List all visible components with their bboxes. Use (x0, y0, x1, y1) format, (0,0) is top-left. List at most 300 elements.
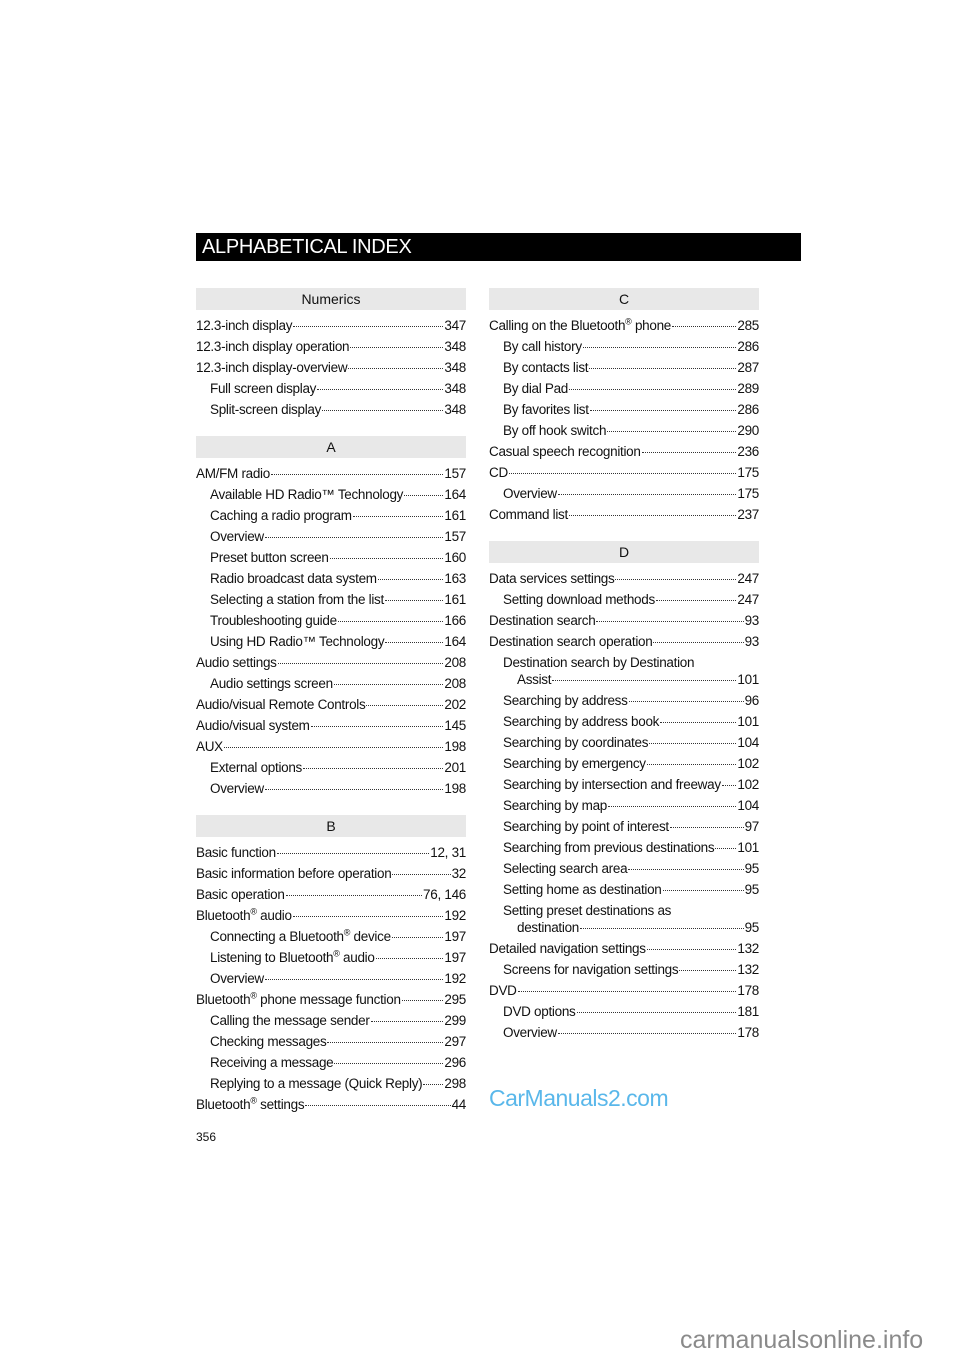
entry-row (489, 568, 759, 589)
index-entry[interactable] (489, 631, 759, 652)
page-reference[interactable]: 198 (444, 781, 466, 796)
entry-row (489, 753, 759, 774)
page-reference[interactable]: 236 (737, 444, 759, 459)
entry-row (489, 357, 759, 378)
entry-text (210, 1073, 422, 1094)
entry-row (489, 610, 759, 631)
index-entry[interactable] (196, 399, 466, 420)
entry-row (489, 504, 759, 525)
dot-leader (392, 874, 450, 875)
entry-text (489, 631, 652, 652)
dot-leader (608, 806, 736, 807)
page-reference[interactable]: 287 (737, 360, 759, 375)
dot-leader (404, 495, 443, 496)
entry-label: Audio settings screen (210, 676, 333, 691)
entry-text (489, 938, 646, 959)
entry-row (489, 711, 759, 732)
dot-leader (385, 642, 443, 643)
page-reference[interactable]: 132 (737, 962, 759, 977)
dot-leader (552, 680, 736, 681)
index-entry[interactable] (489, 652, 759, 690)
entry-row (489, 1022, 759, 1043)
page-reference[interactable]: 175 (737, 465, 759, 480)
entry-row (196, 673, 466, 694)
index-entry[interactable] (489, 900, 759, 938)
dot-leader (722, 785, 737, 786)
page-reference[interactable]: 157 (444, 466, 466, 481)
page-reference[interactable]: 192 (444, 908, 466, 923)
entry-row (489, 858, 759, 879)
dot-leader (663, 890, 744, 891)
page-reference[interactable]: 286 (737, 402, 759, 417)
index-entry[interactable] (489, 399, 759, 420)
page-reference[interactable]: 104 (737, 735, 759, 750)
dot-leader (353, 516, 444, 517)
page-reference[interactable]: 161 (444, 592, 466, 607)
section-heading: A (196, 436, 466, 458)
page-reference[interactable]: 95 (744, 882, 759, 897)
index-entry[interactable] (489, 315, 759, 336)
page-reference[interactable]: 197 (444, 950, 466, 965)
entry-row (196, 357, 466, 378)
entry-row (196, 463, 466, 484)
dot-leader (596, 621, 743, 622)
entry-label: Searching by map (503, 798, 608, 813)
entry-text (489, 315, 671, 336)
entry-row (196, 315, 466, 336)
dot-leader (670, 827, 744, 828)
entry-row (196, 947, 466, 968)
entry-text (503, 879, 662, 900)
entry-label: 12.3-inch display operation (196, 339, 350, 354)
dot-leader (278, 663, 444, 664)
index-entry[interactable] (489, 959, 759, 980)
index-entry[interactable] (489, 357, 759, 378)
dot-leader (628, 869, 743, 870)
page-reference[interactable]: 237 (737, 507, 759, 522)
entry-label-suffix: audio (339, 950, 375, 965)
dot-leader (334, 684, 444, 685)
entry-row (196, 568, 466, 589)
page-reference[interactable]: 104 (737, 798, 759, 813)
entry-text (210, 505, 352, 526)
page-reference[interactable]: 132 (737, 941, 759, 956)
dot-leader (509, 473, 736, 474)
entry-continuation: Assist (517, 672, 552, 687)
index-entry[interactable] (196, 715, 466, 736)
index-entry[interactable] (489, 1022, 759, 1043)
index-entry[interactable] (196, 357, 466, 378)
index-section (489, 288, 759, 525)
dot-leader (580, 928, 744, 929)
index-entry[interactable] (196, 631, 466, 652)
index-entry[interactable] (489, 858, 759, 879)
entry-row (196, 1052, 466, 1073)
index-entry[interactable] (489, 753, 759, 774)
entry-label: 12.3-inch display (196, 318, 293, 333)
entry-label: Destination search by Destination (503, 655, 695, 670)
page-reference[interactable]: 208 (444, 676, 466, 691)
section-heading: D (489, 541, 759, 563)
index-entry[interactable] (489, 568, 759, 589)
index-entry[interactable] (489, 732, 759, 753)
dot-leader (642, 452, 737, 453)
index-section (489, 541, 759, 1043)
page-reference[interactable]: 296 (444, 1055, 466, 1070)
entry-label: Bluetooth (196, 908, 251, 923)
index-entry[interactable] (196, 589, 466, 610)
entry-text (196, 715, 310, 736)
index-column-right (489, 288, 759, 1059)
entry-row (489, 336, 759, 357)
index-entry[interactable] (196, 610, 466, 631)
entry-text (503, 959, 678, 980)
entry-label: Basic information before operation (196, 866, 392, 881)
entry-label: Bluetooth (196, 992, 251, 1007)
index-entry[interactable] (196, 694, 466, 715)
entry-label: Detailed navigation settings (489, 941, 646, 956)
page-reference[interactable]: 97 (744, 819, 759, 834)
page-reference[interactable]: 102 (737, 756, 759, 771)
entry-row (196, 926, 466, 947)
entry-row (196, 1094, 466, 1115)
index-entry[interactable] (489, 483, 759, 504)
dot-leader (350, 347, 443, 348)
page-reference[interactable]: 208 (444, 655, 466, 670)
entry-label: External options (210, 760, 303, 775)
watermark-carmanualsonline: carmanualsonline.info (680, 1326, 924, 1354)
entry-text (503, 399, 589, 420)
entry-first-line (489, 654, 759, 671)
entry-row (489, 795, 759, 816)
index-entry[interactable] (489, 795, 759, 816)
entry-text (196, 463, 270, 484)
entry-label: Selecting search area (503, 861, 628, 876)
page-reference[interactable]: 101 (737, 672, 759, 687)
index-entry[interactable] (196, 1052, 466, 1073)
index-entry[interactable] (489, 816, 759, 837)
entry-text (210, 968, 264, 989)
page-reference[interactable]: 299 (444, 1013, 466, 1028)
dot-leader (615, 579, 736, 580)
dot-leader (589, 368, 736, 369)
index-entry[interactable] (489, 378, 759, 399)
index-entry[interactable] (196, 547, 466, 568)
entry-label: By dial Pad (503, 381, 568, 396)
entry-row (196, 715, 466, 736)
index-entry[interactable] (196, 568, 466, 589)
entry-text (210, 589, 384, 610)
page-reference[interactable]: 289 (737, 381, 759, 396)
page-reference[interactable]: 175 (737, 486, 759, 501)
entry-label-suffix: audio (256, 908, 292, 923)
entry-label: Basic function (196, 845, 276, 860)
index-entry[interactable] (489, 774, 759, 795)
entry-text (210, 610, 337, 631)
page-reference[interactable]: 348 (444, 360, 466, 375)
page-reference[interactable]: 95 (744, 920, 759, 935)
entry-label: CD (489, 465, 508, 480)
entry-text (503, 903, 671, 918)
entry-row (196, 736, 466, 757)
entry-row (196, 505, 466, 526)
entry-row (489, 631, 759, 652)
entry-row (196, 547, 466, 568)
entry-text (503, 732, 648, 753)
dot-leader (629, 701, 744, 702)
dot-leader (392, 937, 444, 938)
page-reference[interactable]: 286 (737, 339, 759, 354)
page-reference[interactable]: 285 (737, 318, 759, 333)
page-reference[interactable]: 95 (744, 861, 759, 876)
entry-text (503, 1001, 576, 1022)
entry-label: Searching by address book (503, 714, 660, 729)
entry-label: Searching by coordinates (503, 735, 649, 750)
index-entry[interactable] (489, 441, 759, 462)
index-entry[interactable] (196, 1031, 466, 1052)
entry-label: Setting home as destination (503, 882, 662, 897)
page-reference[interactable]: 181 (737, 1004, 759, 1019)
entry-row (489, 732, 759, 753)
index-entry[interactable] (489, 336, 759, 357)
index-entry[interactable] (489, 1001, 759, 1022)
entry-row (196, 1073, 466, 1094)
entry-continuation: destination (517, 920, 579, 935)
entry-label: Receiving a message (210, 1055, 334, 1070)
index-entry[interactable] (196, 989, 466, 1010)
entry-label-suffix: phone (631, 318, 671, 333)
page-reference[interactable]: 202 (444, 697, 466, 712)
entry-label: Screens for navigation settings (503, 962, 679, 977)
entry-text (503, 795, 607, 816)
index-entry[interactable] (489, 879, 759, 900)
dot-leader (311, 726, 444, 727)
page-reference[interactable]: 201 (444, 760, 466, 775)
registered-mark: ® (333, 948, 340, 959)
entry-label: Casual speech recognition (489, 444, 641, 459)
index-entry[interactable] (196, 336, 466, 357)
entry-label: Radio broadcast data system (210, 571, 377, 586)
page-reference[interactable]: 348 (444, 402, 466, 417)
entry-row (196, 778, 466, 799)
page-reference[interactable]: 93 (744, 613, 759, 628)
index-entry[interactable] (489, 938, 759, 959)
page-reference[interactable]: 164 (444, 487, 466, 502)
entry-label: Listening to Bluetooth (210, 950, 334, 965)
page-reference[interactable]: 348 (444, 339, 466, 354)
entry-text (210, 673, 333, 694)
entry-row (489, 1001, 759, 1022)
index-entry[interactable] (196, 778, 466, 799)
page-reference[interactable]: 32 (451, 866, 466, 881)
index-entry[interactable] (196, 736, 466, 757)
index-entry[interactable] (196, 315, 466, 336)
entry-row (196, 484, 466, 505)
page-reference[interactable]: 348 (444, 381, 466, 396)
dot-leader (647, 764, 737, 765)
entry-label: Searching by emergency (503, 756, 646, 771)
page-reference[interactable]: 12, 31 (430, 845, 466, 860)
index-entry[interactable] (196, 757, 466, 778)
index-entry[interactable] (489, 462, 759, 483)
dot-leader (303, 768, 443, 769)
entry-label: Replying to a message (Quick Reply) (210, 1076, 423, 1091)
entry-label: DVD (489, 983, 517, 998)
index-entry[interactable] (196, 947, 466, 968)
entry-row (489, 315, 759, 336)
page-reference[interactable]: 76, 146 (423, 887, 466, 902)
entry-label: Calling the message sender (210, 1013, 370, 1028)
index-entry[interactable] (196, 1073, 466, 1094)
index-entry[interactable] (489, 420, 759, 441)
dot-leader (265, 979, 444, 980)
entry-label: Split-screen display (210, 402, 322, 417)
entry-label: Searching by intersection and freeway (503, 777, 721, 792)
entry-label: Available HD Radio™ Technology (210, 487, 404, 502)
entry-text (210, 1010, 370, 1031)
index-entry[interactable] (489, 980, 759, 1001)
entry-text (210, 568, 377, 589)
index-entry[interactable] (489, 690, 759, 711)
page-reference[interactable]: 178 (737, 1025, 759, 1040)
entry-row (489, 690, 759, 711)
page-reference[interactable]: 102 (737, 777, 759, 792)
page-reference[interactable]: 290 (737, 423, 759, 438)
page-reference[interactable]: 297 (444, 1034, 466, 1049)
dot-leader (371, 1021, 444, 1022)
entry-label: Troubleshooting guide (210, 613, 337, 628)
entry-text (503, 753, 646, 774)
page-reference[interactable]: 93 (744, 634, 759, 649)
page-reference[interactable]: 192 (444, 971, 466, 986)
page-reference[interactable]: 101 (737, 714, 759, 729)
entry-label: Checking messages (210, 1034, 327, 1049)
page-reference[interactable]: 247 (737, 571, 759, 586)
index-entry[interactable] (196, 484, 466, 505)
index-entry[interactable] (196, 1010, 466, 1031)
entry-text (503, 589, 655, 610)
page-reference[interactable]: 247 (737, 592, 759, 607)
page-reference[interactable]: 198 (444, 739, 466, 754)
page-reference[interactable]: 160 (444, 550, 466, 565)
dot-leader (265, 537, 444, 538)
index-entry[interactable] (196, 905, 466, 926)
page-reference[interactable]: 145 (444, 718, 466, 733)
dot-leader (583, 347, 737, 348)
entry-row (196, 1031, 466, 1052)
entry-label: Overview (210, 529, 264, 544)
dot-leader (656, 600, 736, 601)
page-reference[interactable]: 166 (444, 613, 466, 628)
page-reference[interactable]: 197 (444, 929, 466, 944)
entry-row (489, 399, 759, 420)
index-entry[interactable] (196, 652, 466, 673)
entry-label: 12.3-inch display-overview (196, 360, 348, 375)
index-entry[interactable] (196, 968, 466, 989)
page-reference[interactable]: 295 (444, 992, 466, 1007)
index-entry[interactable] (196, 863, 466, 884)
entry-row (196, 336, 466, 357)
entry-row (196, 989, 466, 1010)
page-reference[interactable]: 164 (444, 634, 466, 649)
dot-leader (402, 1000, 444, 1001)
index-entry[interactable] (196, 378, 466, 399)
index-entry[interactable] (196, 463, 466, 484)
index-entry[interactable] (489, 610, 759, 631)
entry-label-suffix: phone message function (256, 992, 401, 1007)
index-entry[interactable] (196, 884, 466, 905)
index-entry[interactable] (489, 711, 759, 732)
entry-label: Destination search operation (489, 634, 653, 649)
page-reference[interactable]: 161 (444, 508, 466, 523)
entry-label-suffix: settings (256, 1097, 305, 1112)
page-reference[interactable]: 101 (737, 840, 759, 855)
dot-leader (607, 431, 736, 432)
entry-text (210, 947, 375, 968)
index-entry[interactable] (196, 1094, 466, 1115)
entry-label: Connecting a Bluetooth (210, 929, 344, 944)
entry-label: AM/FM radio (196, 466, 270, 481)
page-reference[interactable]: 178 (737, 983, 759, 998)
index-entry[interactable] (196, 673, 466, 694)
entry-text (210, 757, 302, 778)
entry-text (489, 462, 508, 483)
dot-leader (366, 705, 443, 706)
entry-row (489, 837, 759, 858)
entry-label-suffix: device (350, 929, 391, 944)
index-entry[interactable] (196, 505, 466, 526)
index-entry[interactable] (196, 842, 466, 863)
entry-text (503, 837, 714, 858)
page-reference[interactable]: 347 (444, 318, 466, 333)
entry-text (196, 357, 347, 378)
page-reference[interactable]: 44 (451, 1097, 466, 1112)
entry-text (210, 484, 403, 505)
dot-leader (558, 1033, 737, 1034)
index-entry[interactable] (489, 589, 759, 610)
entry-label: Basic operation (196, 887, 285, 902)
dot-leader (385, 600, 443, 601)
entry-row (489, 671, 759, 688)
index-entry[interactable] (196, 926, 466, 947)
entry-label: Setting preset destinations as (503, 903, 672, 918)
entry-text (503, 858, 627, 879)
dot-leader (569, 515, 736, 516)
page-reference[interactable]: 298 (444, 1076, 466, 1091)
entry-label: Audio/visual Remote Controls (196, 697, 366, 712)
page-reference[interactable]: 96 (744, 693, 759, 708)
dot-leader (271, 474, 443, 475)
entry-label: Using HD Radio™ Technology (210, 634, 385, 649)
index-entry[interactable] (489, 504, 759, 525)
entry-row (196, 399, 466, 420)
entry-row (196, 884, 466, 905)
entry-row (489, 378, 759, 399)
dot-leader (518, 991, 737, 992)
dot-leader (569, 389, 736, 390)
entry-text (210, 1031, 326, 1052)
index-entry[interactable] (489, 837, 759, 858)
entry-label: Calling on the Bluetooth (489, 318, 626, 333)
page-reference[interactable]: 163 (444, 571, 466, 586)
page-reference[interactable]: 157 (444, 529, 466, 544)
entry-row (489, 980, 759, 1001)
entry-text (503, 357, 588, 378)
entry-row (489, 879, 759, 900)
registered-mark: ® (250, 906, 257, 917)
dot-leader (330, 558, 444, 559)
index-entry[interactable] (196, 526, 466, 547)
